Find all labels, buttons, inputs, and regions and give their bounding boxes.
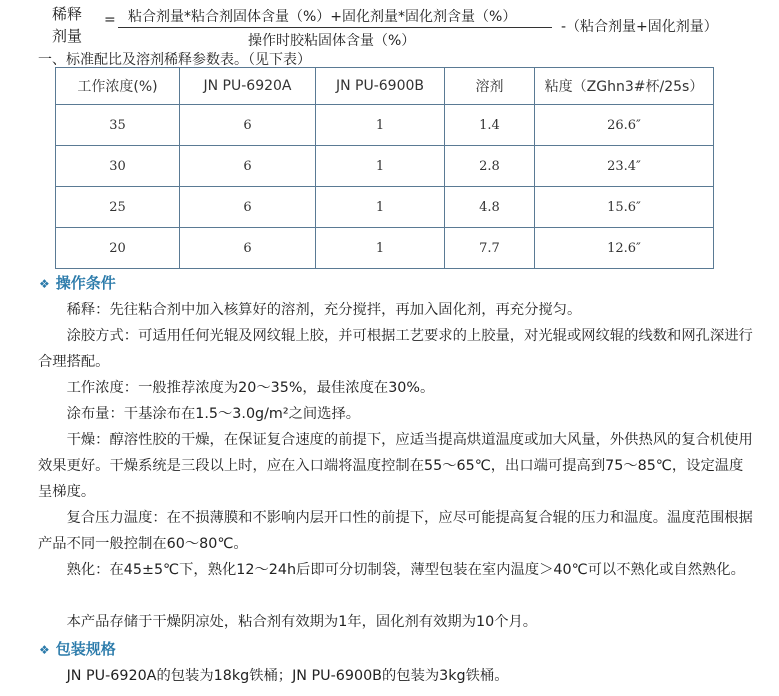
table-row [56, 187, 714, 228]
paragraph-pressure-temperature: 复合压力温度：在不损薄膜和不影响内层开口性的前提下，应尽可能提高复合辊的压力和温度。温度范围根据产品不同一般控制在60～80℃。 [38, 510, 753, 552]
section-title: 操作条件 [55, 274, 116, 292]
table-cell: 1.4 [445, 105, 535, 146]
table-cell: 12.6″ [535, 228, 714, 269]
table-cell: 15.6″ [535, 187, 714, 228]
table-cell: 1 [316, 105, 445, 146]
table-cell: 30 [56, 146, 180, 187]
section-heading-operating [39, 272, 116, 293]
table-cell: 6 [180, 228, 316, 269]
table-cell: 7.7 [445, 228, 535, 269]
formula-lhs-line1: 稀释 [52, 5, 83, 23]
table-row [56, 146, 714, 187]
formula-numerator: 粘合剂量*粘合剂固体含量（%）+固化剂量*固化剂含量（%） [128, 9, 517, 25]
parameter-table [55, 67, 714, 269]
table-row [56, 105, 714, 146]
paragraph-packaging: JN PU-6920A的包装为18kg铁桶；JN PU-6900B的包装为3kg铁桶。 [66, 668, 509, 684]
paragraph-storage: 本产品存储于干燥阴凉处，粘合剂有效期为1年，固化剂有效期为10个月。 [66, 614, 538, 630]
paragraph-coating-method: 涂胶方式：可适用任何光辊及网纹辊上胶，并可根据工艺要求的上胶量，对光辊或网纹辊的线数和网孔深进行合理搭配。 [38, 328, 753, 370]
formula-denominator: 操作时胶粘固体含量（%） [248, 33, 416, 49]
table-cell: 20 [56, 228, 180, 269]
table-cell: 26.6″ [535, 105, 714, 146]
table-cell: 25 [56, 187, 180, 228]
table-cell: 35 [56, 105, 180, 146]
paragraph-dilution: 稀释：先往粘合剂中加入核算好的溶剂，充分搅拌，再加入固化剂，再充分搅匀。 [66, 302, 582, 318]
paragraph-curing: 熟化：在45±5℃下，熟化12～24h后即可分切制袋，薄型包装在室内温度＞40℃可以不熟化或自然熟化。 [66, 562, 745, 578]
paragraph-coating-amount: 涂布量：干基涂布在1.5～3.0g/m²之间选择。 [66, 406, 361, 422]
fraction-line [118, 27, 552, 28]
table-cell: 6 [180, 105, 316, 146]
table-cell: 4.8 [445, 187, 535, 228]
header-concentration: 工作浓度(%) [56, 68, 180, 105]
table-cell: 1 [316, 146, 445, 187]
table-header-row [56, 68, 714, 105]
header-viscosity: 粘度（ZGhn3#杯/25s） [535, 68, 714, 105]
section-title: 包装规格 [55, 640, 116, 658]
table-cell: 1 [316, 228, 445, 269]
paragraph-drying: 干燥：醇溶性胶的干燥，在保证复合速度的前提下，应适当提高烘道温度或加大风量，外供热风的复合机使用效果更好。干燥系统是三段以上时，应在入口端将温度控制在55～65℃，出口端可提高到75～85℃，设定温度呈梯度。 [38, 432, 753, 500]
table-cell: 23.4″ [535, 146, 714, 187]
formula-tail: -（粘合剂量+固化剂量） [561, 19, 718, 35]
table-cell: 2.8 [445, 146, 535, 187]
header-6900b: JN PU-6900B [316, 68, 445, 105]
paragraph-work-concentration: 工作浓度：一般推荐浓度为20～35%，最佳浓度在30%。 [66, 380, 435, 396]
formula-lhs-line2: 剂量 [52, 27, 83, 45]
formula-equals: = [104, 12, 116, 28]
diamond-icon: ❖ [39, 277, 50, 291]
header-6920a: JN PU-6920A [180, 68, 316, 105]
table-row [56, 228, 714, 269]
table-caption: 一、标准配比及溶剂稀释参数表。（见下表） [38, 52, 311, 68]
section-heading-packaging [39, 638, 116, 659]
table-cell: 6 [180, 146, 316, 187]
table-cell: 1 [316, 187, 445, 228]
header-solvent: 溶剂 [445, 68, 535, 105]
diamond-icon: ❖ [39, 643, 50, 657]
table-cell: 6 [180, 187, 316, 228]
